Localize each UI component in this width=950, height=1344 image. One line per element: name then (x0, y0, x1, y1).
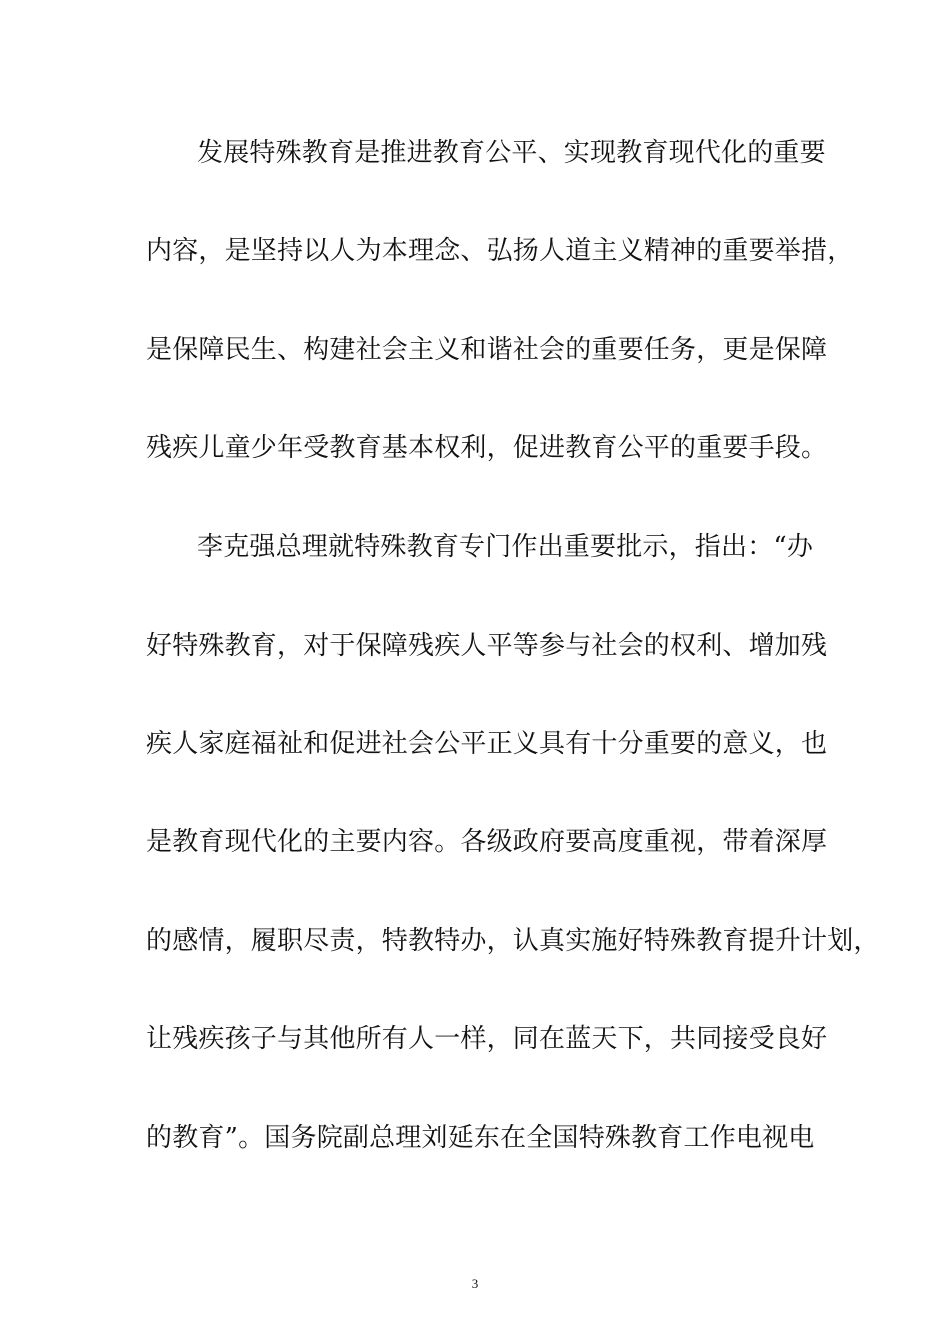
paragraph-2-line-4: 是教育现代化的主要内容。各级政府要高度重视，带着深厚 (146, 827, 828, 857)
paragraph-2-line-2: 好特殊教育，对于保障残疾人平等参与社会的权利、增加残 (146, 631, 828, 661)
paragraph-1-line-3: 是保障民生、构建社会主义和谐社会的重要任务，更是保障 (146, 335, 828, 365)
paragraph-1-line-4: 残疾儿童少年受教育基本权利，促进教育公平的重要手段。 (146, 433, 828, 463)
page-number: 3 (471, 1276, 479, 1291)
paragraph-2-line-6: 让残疾孩子与其他所有人一样，同在蓝天下，共同接受良好 (146, 1024, 828, 1054)
paragraph-2-line-1: 李克强总理就特殊教育专门作出重要批示，指出：“办 (197, 532, 814, 562)
paragraph-1-line-2: 内容，是坚持以人为本理念、弘扬人道主义精神的重要举措， (146, 236, 854, 266)
paragraph-1-line-1: 发展特殊教育是推进教育公平、实现教育现代化的重要 (197, 138, 826, 168)
paragraph-2-line-3: 疾人家庭福祉和促进社会公平正义具有十分重要的意义，也 (146, 729, 828, 759)
paragraph-2-line-5: 的感情，履职尽责，特教特办，认真实施好特殊教育提升计划， (146, 926, 880, 956)
paragraph-2-line-7: 的教育”。国务院副总理刘延东在全国特殊教育工作电视电 (146, 1123, 815, 1153)
